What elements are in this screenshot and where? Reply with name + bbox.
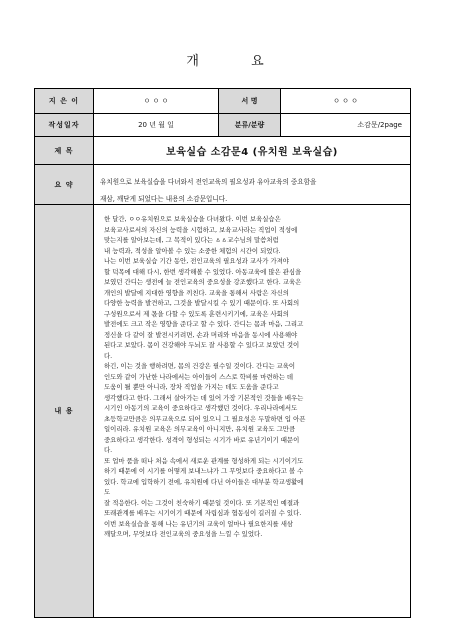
content-line: 초등학교만큼은 의무교육으로 되어 있으니 그 필요성은 두말하면 입 아픈 [104, 414, 306, 423]
content-line: 된다고 보았다. 몸이 건강해야 두뇌도 잘 사용할 수 있다고 보았던 것이 [104, 341, 300, 349]
content-line: 발전에도 크고 작은 영향을 준다고 할 수 있다. 간디는 몸과 마음, 그리고 [104, 320, 304, 328]
date-label: 작성일자 [35, 114, 94, 136]
author-row [35, 89, 410, 114]
author-value: ㅇ ㅇ ㅇ [143, 97, 169, 105]
report-table [34, 88, 411, 618]
content-line: 다양한 능력을 발견하고, 그것을 발달시킬 수 있기 때문이다. 또 사회의 [104, 299, 300, 307]
content-line: 개인의 발달에 지대한 영향을 끼친다. 교육을 통해서 사람은 자신의 [104, 288, 289, 297]
summary-text [94, 165, 410, 204]
content-line: 하긴, 이는 것을 행하려면, 몸의 건강은 필수일 것이다. 간디는 교육이 [104, 362, 296, 370]
category-value: 소감문/2page [357, 121, 402, 129]
content-line: 내 능력과, 적성을 알아볼 수 있는 소중한 체험의 시간이 되었다. [104, 246, 281, 255]
content-line: 다. [104, 446, 113, 454]
content-text [94, 205, 410, 617]
subject-row [35, 137, 410, 165]
content-line: 할 덕목에 대해 다시, 한번 생각해볼 수 있었다. 아동교육에 많은 관심을 [104, 267, 302, 276]
content-line: 잘 적응한다. 이는 그것이 친숙하기 때문일 것이다. 또 기본적인 예절과 [104, 498, 300, 507]
content-line: 있다. 학교에 입학하기 전에, 유치원에 다닌 아이들은 대부분 학교생활에 [104, 477, 304, 486]
content-line: 보였던 간디는 생전에 늘 전인교육의 중요성을 강조했다고 한다. 교육은 [104, 278, 302, 286]
content-label: 내 용 [35, 205, 94, 617]
content-line: 도움이 될 뿐만 아니라, 장차 직업을 가지는 데도 도움을 준다고 [104, 383, 279, 391]
subject-value: 보육실습 소감문4 (유치원 보육실습) [166, 147, 338, 158]
content-line: 나는 이번 보육실습 기간 동안, 전인교육의 필요성과 교사가 가져야 [104, 257, 289, 265]
category-label: 분류/분량 [218, 114, 281, 136]
summary-label: 요 약 [35, 165, 94, 204]
content-line: 깨달으며, 무엇보다 전인교육의 중요성을 느낄 수 있었다. [104, 530, 263, 538]
content-line: 다. [104, 351, 113, 360]
summary-line: 유치원으로 보육실습을 다녀와서 전인교육의 필요성과 유아교육의 중요함을 [100, 177, 317, 186]
content-line: 한 달간, ㅇㅇ유치원으로 보육실습을 다녀왔다. 이번 보육실습은 [104, 215, 281, 223]
signature-value: ㅇ ㅇ ㅇ [333, 97, 358, 105]
content-line: 하기 때문에 이 시기를 어떻게 보내느냐가 그 무엇보다 중요하다고 볼 수 [104, 467, 304, 475]
content-line: 이번 보육실습을 통해 나는 유년기의 교육이 얼마나 필요한지를 새삼 [104, 519, 294, 528]
content-line: 보육교사로서의 자신의 능력을 시험하고, 보육교사라는 직업이 적성에 [104, 225, 298, 234]
signature-label: 서 명 [218, 89, 281, 113]
summary-row [35, 165, 410, 205]
content-row [35, 205, 410, 617]
content-line: 도 [104, 488, 111, 496]
content-line: 중요하다고 생각한다. 성격이 형성되는 시기가 바로 유년기이기 때문이 [104, 435, 300, 444]
content-line: 맞는지를 알아보는데, 그 목적이 있다는 ㅿㅿ교수님의 말씀처럼 [104, 236, 279, 244]
summary-line: 재삼, 깨닫게 되었다는 내용의 소감문입니다. [100, 195, 228, 204]
content-line: 또래관계를 배우는 시기이기 때문에 자립심과 협동심이 길러질 수 있다. [104, 509, 302, 517]
content-line: 구성원으로서 제 몫을 다할 수 있도록 훈련시키기에, 교육은 사회의 [104, 309, 289, 318]
content-line: 시기인 아동기의 교육이 중요하다고 생각했던 것이다. 우리나라에서도 [104, 404, 298, 412]
author-label: 지 은 이 [35, 89, 94, 113]
content-line: 생각했다고 한다. 그래서 살아가는 데 있어 가장 기본적인 것들을 배우는 [104, 393, 304, 402]
date-row [35, 114, 410, 137]
date-value: 20 년 월 일 [138, 121, 174, 129]
subject-label: 제 목 [35, 137, 94, 164]
content-line: 인도와 같이 가난한 나라에서는 아이들이 스스로 학비를 마련하는 데 [104, 372, 294, 381]
content-line: 정신을 다 같이 잘 발전시키려면, 손과 머리와 마음을 동시에 사용해야 [104, 330, 298, 339]
content-line: 일이리라. 유치원 교육은 의무교육이 아니지만, 유치원 교육도 그만큼 [104, 425, 296, 433]
page-title: 개 요 [186, 54, 288, 69]
content-line: 또 업마 품을 떠나 처음 속에서 새로운 관계를 형성하게 되는 시기이기도 [104, 456, 304, 465]
